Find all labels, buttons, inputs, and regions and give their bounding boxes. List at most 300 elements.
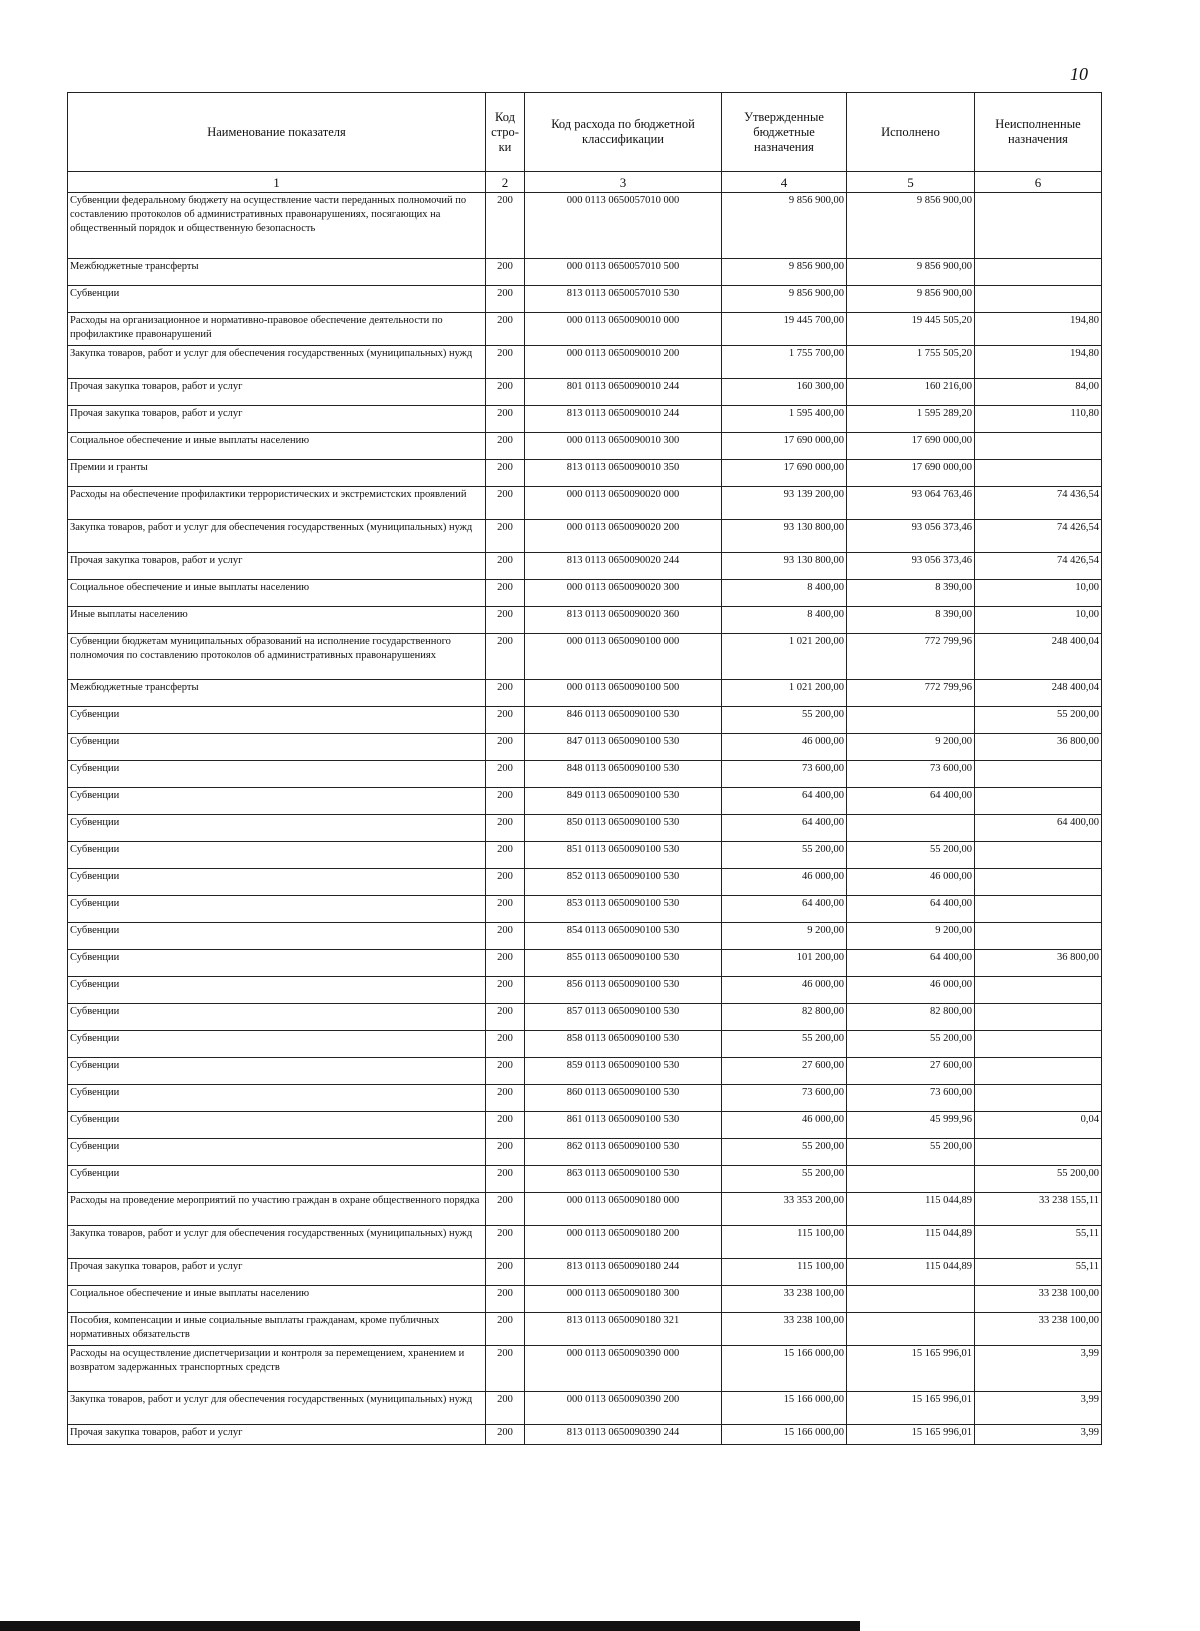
row-approved-amount: 8 400,00 [722, 607, 847, 634]
budget-execution-table [67, 92, 1102, 1445]
row-unexecuted-amount: 33 238 155,11 [975, 1193, 1102, 1226]
row-indicator-name: Субвенции бюджетам муниципальных образований на исполнение государственного полномочия по составлению протоколов об административных правонарушениях [68, 634, 486, 680]
row-unexecuted-amount: 55 200,00 [975, 707, 1102, 734]
row-approved-amount: 1 755 700,00 [722, 346, 847, 379]
row-approved-amount: 73 600,00 [722, 761, 847, 788]
header-indicator-name: Наименование показателя [68, 93, 486, 172]
row-executed-amount: 8 390,00 [847, 580, 975, 607]
row-approved-amount: 8 400,00 [722, 580, 847, 607]
row-expense-code: 000 0113 0650057010 500 [525, 259, 722, 286]
row-executed-amount [847, 1166, 975, 1193]
row-indicator-name: Расходы на обеспечение профилактики террористических и экстремистских проявлений [68, 487, 486, 520]
row-executed-amount: 115 044,89 [847, 1259, 975, 1286]
row-expense-code: 000 0113 0650090100 500 [525, 680, 722, 707]
row-unexecuted-amount: 3,99 [975, 1425, 1102, 1445]
row-unexecuted-amount [975, 193, 1102, 259]
table-row [68, 487, 1102, 520]
row-line-code: 200 [486, 433, 525, 460]
row-approved-amount: 64 400,00 [722, 896, 847, 923]
row-approved-amount: 9 856 900,00 [722, 259, 847, 286]
header-unexecuted: Неисполненные назначения [975, 93, 1102, 172]
row-indicator-name: Субвенции [68, 1139, 486, 1166]
row-executed-amount: 115 044,89 [847, 1226, 975, 1259]
table-row [68, 977, 1102, 1004]
row-line-code: 200 [486, 259, 525, 286]
page-number: 10 [1070, 64, 1088, 84]
row-indicator-name: Пособия, компенсации и иные социальные выплаты гражданам, кроме публичных нормативных обязательств [68, 1313, 486, 1346]
table-row [68, 1139, 1102, 1166]
row-line-code: 200 [486, 1346, 525, 1392]
column-number: 6 [975, 172, 1102, 193]
column-number: 5 [847, 172, 975, 193]
row-expense-code: 000 0113 0650090180 200 [525, 1226, 722, 1259]
row-approved-amount: 15 166 000,00 [722, 1346, 847, 1392]
row-indicator-name: Субвенции федеральному бюджету на осуществление части переданных полномочий по составлению протоколов об административных правонарушениях, посягающих на общественный порядок и общественную безопасность [68, 193, 486, 259]
table-row [68, 1425, 1102, 1445]
row-expense-code: 000 0113 0650090100 000 [525, 634, 722, 680]
row-unexecuted-amount: 194,80 [975, 313, 1102, 346]
row-indicator-name: Субвенции [68, 1085, 486, 1112]
row-executed-amount: 46 000,00 [847, 869, 975, 896]
row-expense-code: 813 0113 0650090020 360 [525, 607, 722, 634]
row-expense-code: 855 0113 0650090100 530 [525, 950, 722, 977]
row-approved-amount: 33 238 100,00 [722, 1286, 847, 1313]
table-row [68, 1085, 1102, 1112]
row-line-code: 200 [486, 634, 525, 680]
table-row [68, 406, 1102, 433]
row-unexecuted-amount [975, 1085, 1102, 1112]
header-executed: Исполнено [847, 93, 975, 172]
row-line-code: 200 [486, 313, 525, 346]
row-unexecuted-amount [975, 842, 1102, 869]
row-expense-code: 801 0113 0650090010 244 [525, 379, 722, 406]
row-indicator-name: Субвенции [68, 788, 486, 815]
row-unexecuted-amount: 0,04 [975, 1112, 1102, 1139]
row-executed-amount: 9 856 900,00 [847, 193, 975, 259]
row-executed-amount: 73 600,00 [847, 761, 975, 788]
row-expense-code: 853 0113 0650090100 530 [525, 896, 722, 923]
row-executed-amount: 9 856 900,00 [847, 286, 975, 313]
row-line-code: 200 [486, 1425, 525, 1445]
row-line-code: 200 [486, 896, 525, 923]
row-indicator-name: Закупка товаров, работ и услуг для обеспечения государственных (муниципальных) нужд [68, 1226, 486, 1259]
row-executed-amount: 772 799,96 [847, 680, 975, 707]
row-executed-amount [847, 815, 975, 842]
row-executed-amount: 55 200,00 [847, 1031, 975, 1058]
table-row [68, 1346, 1102, 1392]
row-approved-amount: 82 800,00 [722, 1004, 847, 1031]
row-line-code: 200 [486, 761, 525, 788]
table-row [68, 761, 1102, 788]
table-row [68, 1166, 1102, 1193]
row-line-code: 200 [486, 842, 525, 869]
row-approved-amount: 17 690 000,00 [722, 433, 847, 460]
row-expense-code: 813 0113 0650090010 350 [525, 460, 722, 487]
row-line-code: 200 [486, 788, 525, 815]
table-row [68, 950, 1102, 977]
table-row [68, 734, 1102, 761]
row-unexecuted-amount [975, 1031, 1102, 1058]
row-approved-amount: 46 000,00 [722, 1112, 847, 1139]
row-indicator-name: Субвенции [68, 896, 486, 923]
row-line-code: 200 [486, 950, 525, 977]
row-unexecuted-amount: 248 400,04 [975, 634, 1102, 680]
row-indicator-name: Субвенции [68, 842, 486, 869]
header-expense-code: Код расхода по бюджетной классификации [525, 93, 722, 172]
row-approved-amount: 1 021 200,00 [722, 680, 847, 707]
table-row [68, 259, 1102, 286]
row-approved-amount: 115 100,00 [722, 1259, 847, 1286]
row-indicator-name: Премии и гранты [68, 460, 486, 487]
row-unexecuted-amount: 3,99 [975, 1346, 1102, 1392]
row-unexecuted-amount: 64 400,00 [975, 815, 1102, 842]
row-line-code: 200 [486, 1226, 525, 1259]
row-approved-amount: 64 400,00 [722, 788, 847, 815]
row-indicator-name: Иные выплаты населению [68, 607, 486, 634]
row-indicator-name: Социальное обеспечение и иные выплаты населению [68, 580, 486, 607]
row-unexecuted-amount: 3,99 [975, 1392, 1102, 1425]
row-line-code: 200 [486, 1166, 525, 1193]
table-row [68, 1226, 1102, 1259]
row-approved-amount: 1 021 200,00 [722, 634, 847, 680]
table-row [68, 607, 1102, 634]
row-unexecuted-amount: 36 800,00 [975, 950, 1102, 977]
row-executed-amount: 55 200,00 [847, 1139, 975, 1166]
row-indicator-name: Субвенции [68, 1004, 486, 1031]
row-expense-code: 000 0113 0650090180 000 [525, 1193, 722, 1226]
row-indicator-name: Прочая закупка товаров, работ и услуг [68, 1425, 486, 1445]
row-line-code: 200 [486, 1313, 525, 1346]
row-unexecuted-amount: 55,11 [975, 1259, 1102, 1286]
row-indicator-name: Субвенции [68, 923, 486, 950]
row-expense-code: 857 0113 0650090100 530 [525, 1004, 722, 1031]
row-approved-amount: 15 166 000,00 [722, 1392, 847, 1425]
row-line-code: 200 [486, 460, 525, 487]
row-unexecuted-amount: 55,11 [975, 1226, 1102, 1259]
row-unexecuted-amount: 33 238 100,00 [975, 1286, 1102, 1313]
row-executed-amount: 64 400,00 [847, 950, 975, 977]
table-row [68, 869, 1102, 896]
row-indicator-name: Расходы на организационное и нормативно-правовое обеспечение деятельности по профилактике правонарушений [68, 313, 486, 346]
row-unexecuted-amount: 10,00 [975, 580, 1102, 607]
row-line-code: 200 [486, 1058, 525, 1085]
row-line-code: 200 [486, 1259, 525, 1286]
table-row [68, 788, 1102, 815]
row-line-code: 200 [486, 286, 525, 313]
row-line-code: 200 [486, 1112, 525, 1139]
table-body [68, 193, 1102, 1445]
row-indicator-name: Межбюджетные трансферты [68, 259, 486, 286]
table-row [68, 680, 1102, 707]
row-indicator-name: Закупка товаров, работ и услуг для обеспечения государственных (муниципальных) нужд [68, 1392, 486, 1425]
row-unexecuted-amount: 33 238 100,00 [975, 1313, 1102, 1346]
table-row [68, 707, 1102, 734]
row-expense-code: 854 0113 0650090100 530 [525, 923, 722, 950]
row-executed-amount [847, 1286, 975, 1313]
table-row [68, 1031, 1102, 1058]
header-line-code: Код стро-ки [486, 93, 525, 172]
row-expense-code: 852 0113 0650090100 530 [525, 869, 722, 896]
table-row [68, 1392, 1102, 1425]
table-row [68, 1058, 1102, 1085]
row-line-code: 200 [486, 923, 525, 950]
row-expense-code: 861 0113 0650090100 530 [525, 1112, 722, 1139]
row-unexecuted-amount: 74 426,54 [975, 553, 1102, 580]
row-line-code: 200 [486, 1193, 525, 1226]
row-expense-code: 000 0113 0650090020 000 [525, 487, 722, 520]
table-row [68, 379, 1102, 406]
row-executed-amount: 46 000,00 [847, 977, 975, 1004]
row-executed-amount: 17 690 000,00 [847, 433, 975, 460]
header-approved: Утвержденные бюджетные назначения [722, 93, 847, 172]
row-approved-amount: 17 690 000,00 [722, 460, 847, 487]
row-approved-amount: 9 856 900,00 [722, 286, 847, 313]
row-approved-amount: 19 445 700,00 [722, 313, 847, 346]
row-indicator-name: Прочая закупка товаров, работ и услуг [68, 1259, 486, 1286]
row-line-code: 200 [486, 487, 525, 520]
row-indicator-name: Прочая закупка товаров, работ и услуг [68, 379, 486, 406]
row-line-code: 200 [486, 607, 525, 634]
row-expense-code: 850 0113 0650090100 530 [525, 815, 722, 842]
row-executed-amount: 64 400,00 [847, 896, 975, 923]
table-row [68, 433, 1102, 460]
column-number: 2 [486, 172, 525, 193]
row-executed-amount: 1 755 505,20 [847, 346, 975, 379]
row-unexecuted-amount [975, 869, 1102, 896]
table-row [68, 313, 1102, 346]
row-line-code: 200 [486, 520, 525, 553]
table-row [68, 634, 1102, 680]
row-executed-amount: 93 056 373,46 [847, 553, 975, 580]
row-approved-amount: 115 100,00 [722, 1226, 847, 1259]
row-expense-code: 851 0113 0650090100 530 [525, 842, 722, 869]
row-line-code: 200 [486, 1392, 525, 1425]
row-indicator-name: Расходы на проведение мероприятий по участию граждан в охране общественного порядка [68, 1193, 486, 1226]
row-indicator-name: Субвенции [68, 761, 486, 788]
table-header-row [68, 93, 1102, 172]
column-number: 3 [525, 172, 722, 193]
row-expense-code: 862 0113 0650090100 530 [525, 1139, 722, 1166]
row-indicator-name: Субвенции [68, 1166, 486, 1193]
row-indicator-name: Субвенции [68, 869, 486, 896]
row-expense-code: 813 0113 0650090020 244 [525, 553, 722, 580]
row-indicator-name: Субвенции [68, 1112, 486, 1139]
row-expense-code: 849 0113 0650090100 530 [525, 788, 722, 815]
row-unexecuted-amount [975, 1004, 1102, 1031]
row-expense-code: 813 0113 0650057010 530 [525, 286, 722, 313]
row-approved-amount: 93 130 800,00 [722, 520, 847, 553]
row-line-code: 200 [486, 707, 525, 734]
row-executed-amount [847, 707, 975, 734]
row-indicator-name: Субвенции [68, 950, 486, 977]
row-approved-amount: 55 200,00 [722, 1139, 847, 1166]
row-expense-code: 000 0113 0650090390 200 [525, 1392, 722, 1425]
row-expense-code: 860 0113 0650090100 530 [525, 1085, 722, 1112]
row-unexecuted-amount [975, 433, 1102, 460]
row-expense-code: 000 0113 0650057010 000 [525, 193, 722, 259]
row-approved-amount: 33 238 100,00 [722, 1313, 847, 1346]
row-unexecuted-amount: 74 436,54 [975, 487, 1102, 520]
row-executed-amount: 8 390,00 [847, 607, 975, 634]
row-unexecuted-amount [975, 788, 1102, 815]
row-approved-amount: 46 000,00 [722, 977, 847, 1004]
row-executed-amount [847, 1313, 975, 1346]
row-line-code: 200 [486, 346, 525, 379]
row-indicator-name: Субвенции [68, 707, 486, 734]
row-unexecuted-amount: 55 200,00 [975, 1166, 1102, 1193]
row-expense-code: 813 0113 0650090390 244 [525, 1425, 722, 1445]
row-expense-code: 858 0113 0650090100 530 [525, 1031, 722, 1058]
row-indicator-name: Закупка товаров, работ и услуг для обеспечения государственных (муниципальных) нужд [68, 346, 486, 379]
row-executed-amount: 160 216,00 [847, 379, 975, 406]
row-expense-code: 000 0113 0650090010 000 [525, 313, 722, 346]
column-number: 1 [68, 172, 486, 193]
row-unexecuted-amount [975, 761, 1102, 788]
row-line-code: 200 [486, 815, 525, 842]
row-line-code: 200 [486, 680, 525, 707]
column-number: 4 [722, 172, 847, 193]
row-approved-amount: 9 856 900,00 [722, 193, 847, 259]
row-executed-amount: 15 165 996,01 [847, 1425, 975, 1445]
table-row [68, 1112, 1102, 1139]
row-indicator-name: Прочая закупка товаров, работ и услуг [68, 553, 486, 580]
row-approved-amount: 15 166 000,00 [722, 1425, 847, 1445]
table-row [68, 923, 1102, 950]
row-unexecuted-amount [975, 259, 1102, 286]
row-line-code: 200 [486, 869, 525, 896]
row-line-code: 200 [486, 1085, 525, 1112]
row-executed-amount: 9 200,00 [847, 734, 975, 761]
row-expense-code: 000 0113 0650090180 300 [525, 1286, 722, 1313]
table-row [68, 553, 1102, 580]
row-indicator-name: Субвенции [68, 977, 486, 1004]
row-approved-amount: 55 200,00 [722, 842, 847, 869]
row-expense-code: 000 0113 0650090020 200 [525, 520, 722, 553]
row-unexecuted-amount [975, 896, 1102, 923]
row-unexecuted-amount [975, 1058, 1102, 1085]
row-unexecuted-amount [975, 1139, 1102, 1166]
row-indicator-name: Социальное обеспечение и иные выплаты населению [68, 433, 486, 460]
table-row [68, 460, 1102, 487]
row-expense-code: 856 0113 0650090100 530 [525, 977, 722, 1004]
row-unexecuted-amount: 110,80 [975, 406, 1102, 433]
row-expense-code: 847 0113 0650090100 530 [525, 734, 722, 761]
row-unexecuted-amount: 248 400,04 [975, 680, 1102, 707]
row-executed-amount: 93 064 763,46 [847, 487, 975, 520]
row-approved-amount: 73 600,00 [722, 1085, 847, 1112]
row-unexecuted-amount: 194,80 [975, 346, 1102, 379]
table-row [68, 1259, 1102, 1286]
table-row [68, 815, 1102, 842]
row-approved-amount: 64 400,00 [722, 815, 847, 842]
row-executed-amount: 15 165 996,01 [847, 1346, 975, 1392]
row-line-code: 200 [486, 1139, 525, 1166]
row-approved-amount: 55 200,00 [722, 1166, 847, 1193]
row-executed-amount: 9 200,00 [847, 923, 975, 950]
row-unexecuted-amount: 36 800,00 [975, 734, 1102, 761]
row-line-code: 200 [486, 1286, 525, 1313]
row-unexecuted-amount [975, 977, 1102, 1004]
table-row [68, 896, 1102, 923]
row-expense-code: 000 0113 0650090010 200 [525, 346, 722, 379]
row-indicator-name: Субвенции [68, 1058, 486, 1085]
row-executed-amount: 27 600,00 [847, 1058, 975, 1085]
row-line-code: 200 [486, 406, 525, 433]
row-approved-amount: 33 353 200,00 [722, 1193, 847, 1226]
row-expense-code: 863 0113 0650090100 530 [525, 1166, 722, 1193]
row-unexecuted-amount [975, 923, 1102, 950]
row-executed-amount: 15 165 996,01 [847, 1392, 975, 1425]
row-line-code: 200 [486, 193, 525, 259]
row-expense-code: 813 0113 0650090180 321 [525, 1313, 722, 1346]
row-line-code: 200 [486, 379, 525, 406]
row-executed-amount: 93 056 373,46 [847, 520, 975, 553]
row-executed-amount: 55 200,00 [847, 842, 975, 869]
table-row [68, 193, 1102, 259]
row-executed-amount: 19 445 505,20 [847, 313, 975, 346]
table-row [68, 520, 1102, 553]
row-expense-code: 000 0113 0650090020 300 [525, 580, 722, 607]
row-indicator-name: Субвенции [68, 1031, 486, 1058]
row-executed-amount: 115 044,89 [847, 1193, 975, 1226]
row-unexecuted-amount [975, 286, 1102, 313]
row-approved-amount: 46 000,00 [722, 869, 847, 896]
row-approved-amount: 93 139 200,00 [722, 487, 847, 520]
row-expense-code: 848 0113 0650090100 530 [525, 761, 722, 788]
row-indicator-name: Прочая закупка товаров, работ и услуг [68, 406, 486, 433]
table-row [68, 1313, 1102, 1346]
row-indicator-name: Закупка товаров, работ и услуг для обеспечения государственных (муниципальных) нужд [68, 520, 486, 553]
row-indicator-name: Субвенции [68, 286, 486, 313]
row-approved-amount: 46 000,00 [722, 734, 847, 761]
row-expense-code: 859 0113 0650090100 530 [525, 1058, 722, 1085]
row-indicator-name: Субвенции [68, 734, 486, 761]
table-row [68, 1004, 1102, 1031]
row-approved-amount: 55 200,00 [722, 1031, 847, 1058]
row-approved-amount: 1 595 400,00 [722, 406, 847, 433]
row-unexecuted-amount [975, 460, 1102, 487]
row-approved-amount: 9 200,00 [722, 923, 847, 950]
table-row [68, 580, 1102, 607]
row-unexecuted-amount: 10,00 [975, 607, 1102, 634]
row-expense-code: 813 0113 0650090010 244 [525, 406, 722, 433]
row-executed-amount: 73 600,00 [847, 1085, 975, 1112]
column-number-row [68, 172, 1102, 193]
row-executed-amount: 1 595 289,20 [847, 406, 975, 433]
row-approved-amount: 55 200,00 [722, 707, 847, 734]
table-row [68, 1193, 1102, 1226]
scan-edge-bar [0, 1621, 860, 1631]
row-unexecuted-amount: 84,00 [975, 379, 1102, 406]
row-executed-amount: 45 999,96 [847, 1112, 975, 1139]
row-expense-code: 000 0113 0650090390 000 [525, 1346, 722, 1392]
row-line-code: 200 [486, 734, 525, 761]
row-indicator-name: Субвенции [68, 815, 486, 842]
row-executed-amount: 772 799,96 [847, 634, 975, 680]
row-expense-code: 846 0113 0650090100 530 [525, 707, 722, 734]
row-line-code: 200 [486, 580, 525, 607]
row-line-code: 200 [486, 977, 525, 1004]
row-line-code: 200 [486, 553, 525, 580]
row-expense-code: 813 0113 0650090180 244 [525, 1259, 722, 1286]
row-indicator-name: Социальное обеспечение и иные выплаты населению [68, 1286, 486, 1313]
row-indicator-name: Расходы на осуществление диспетчеризации и контроля за перемещением, хранением и возвратом задержанных транспортных средств [68, 1346, 486, 1392]
row-executed-amount: 82 800,00 [847, 1004, 975, 1031]
row-approved-amount: 27 600,00 [722, 1058, 847, 1085]
row-expense-code: 000 0113 0650090010 300 [525, 433, 722, 460]
row-approved-amount: 93 130 800,00 [722, 553, 847, 580]
row-line-code: 200 [486, 1004, 525, 1031]
